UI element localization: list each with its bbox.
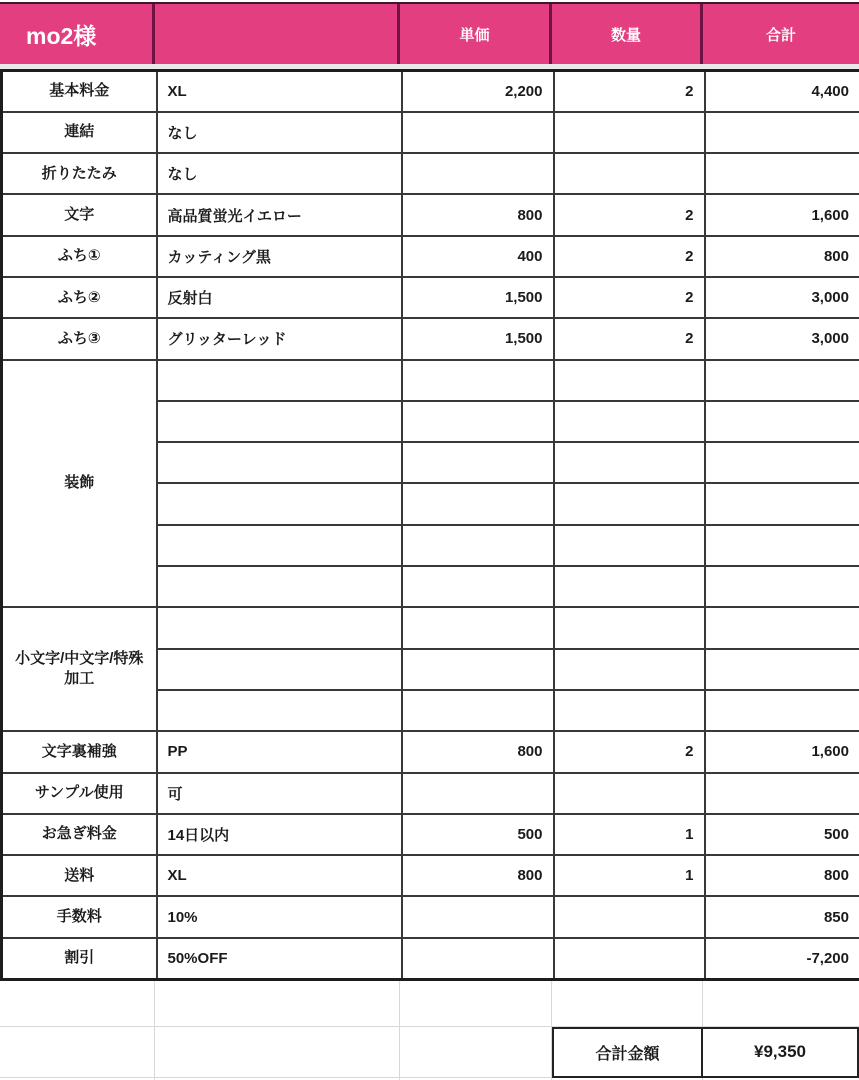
row-total-cell: 800 [705, 855, 859, 896]
row-total-cell [705, 360, 859, 401]
row-total-cell [705, 566, 859, 607]
table-row [2, 814, 859, 855]
row-option-cell [157, 607, 402, 648]
grand-total-value: ¥9,350 [703, 1027, 859, 1078]
empty-grid-row [0, 981, 859, 1027]
row-total-cell [705, 112, 859, 153]
row-option-cell: カッティング黒 [157, 236, 402, 277]
row-unit-price-cell [402, 607, 554, 648]
grid-cell [400, 1027, 552, 1078]
row-option-cell [157, 401, 402, 442]
row-qty-cell: 2 [554, 318, 705, 359]
grid-cell [0, 1027, 155, 1078]
row-qty-cell: 2 [554, 194, 705, 235]
row-label: 手数料 [2, 896, 157, 937]
row-label: サンプル使用 [2, 773, 157, 814]
row-unit-price-cell: 800 [402, 855, 554, 896]
row-label: 割引 [2, 938, 157, 979]
row-label: ふち③ [2, 318, 157, 359]
row-option-cell [157, 483, 402, 524]
row-option-cell [157, 566, 402, 607]
row-label: 文字 [2, 194, 157, 235]
row-unit-price-cell [402, 401, 554, 442]
row-qty-cell [554, 442, 705, 483]
row-unit-price-cell [402, 112, 554, 153]
row-option-cell [157, 525, 402, 566]
row-total-cell [705, 401, 859, 442]
row-unit-price-cell [402, 773, 554, 814]
row-option-cell: グリッターレッド [157, 318, 402, 359]
row-total-cell [705, 773, 859, 814]
grand-total-label: 合計金額 [552, 1027, 703, 1078]
header-unit-price-column: 単価 [400, 4, 552, 64]
grid-cell [155, 981, 400, 1026]
row-unit-price-cell: 800 [402, 731, 554, 772]
row-label: 折りたたみ [2, 153, 157, 194]
row-qty-cell [554, 153, 705, 194]
row-qty-cell [554, 566, 705, 607]
table-row [2, 896, 859, 937]
row-unit-price-cell [402, 153, 554, 194]
row-unit-price-cell [402, 360, 554, 401]
row-qty-cell [554, 773, 705, 814]
row-unit-price-cell [402, 566, 554, 607]
row-option-cell: 50%OFF [157, 938, 402, 979]
row-total-cell: 3,000 [705, 318, 859, 359]
row-total-cell [705, 153, 859, 194]
grid-cell [155, 1027, 400, 1078]
row-unit-price-cell [402, 483, 554, 524]
row-option-cell: なし [157, 153, 402, 194]
table-row [2, 318, 859, 359]
table-row [2, 112, 859, 153]
row-label: 連結 [2, 112, 157, 153]
row-option-cell [157, 442, 402, 483]
row-total-cell [705, 607, 859, 648]
table-header-row [0, 2, 859, 64]
row-label: お急ぎ料金 [2, 814, 157, 855]
row-qty-cell: 2 [554, 71, 705, 112]
table-row [2, 607, 859, 648]
row-qty-cell: 1 [554, 814, 705, 855]
grand-total-row [0, 1027, 859, 1078]
row-label: ふち① [2, 236, 157, 277]
row-label: 送料 [2, 855, 157, 896]
table-row [2, 153, 859, 194]
row-qty-cell [554, 112, 705, 153]
row-option-cell: 可 [157, 773, 402, 814]
grid-cell [703, 981, 859, 1026]
row-total-cell [705, 690, 859, 731]
row-total-cell: 3,000 [705, 277, 859, 318]
table-row [2, 71, 859, 112]
row-label: ふち② [2, 277, 157, 318]
row-qty-cell [554, 525, 705, 566]
row-total-cell: 1,600 [705, 194, 859, 235]
row-qty-cell: 2 [554, 731, 705, 772]
row-total-cell [705, 442, 859, 483]
row-option-cell: XL [157, 71, 402, 112]
row-option-cell: なし [157, 112, 402, 153]
table-row [2, 360, 859, 401]
row-total-cell: 850 [705, 896, 859, 937]
row-qty-cell [554, 483, 705, 524]
row-unit-price-cell [402, 690, 554, 731]
row-qty-cell [554, 401, 705, 442]
row-unit-price-cell: 800 [402, 194, 554, 235]
row-qty-cell [554, 649, 705, 690]
row-qty-cell [554, 938, 705, 979]
row-unit-price-cell: 400 [402, 236, 554, 277]
row-unit-price-cell: 500 [402, 814, 554, 855]
row-label: 装飾 [2, 360, 157, 608]
row-unit-price-cell: 1,500 [402, 318, 554, 359]
row-total-cell [705, 483, 859, 524]
row-unit-price-cell [402, 442, 554, 483]
grid-cell [0, 981, 155, 1026]
row-total-cell: 500 [705, 814, 859, 855]
table-row [2, 731, 859, 772]
row-qty-cell: 2 [554, 236, 705, 277]
row-label: 小文字/中文字/特殊加工 [2, 607, 157, 731]
quote-table [0, 69, 859, 981]
header-total-column: 合計 [765, 26, 796, 44]
row-qty-cell [554, 607, 705, 648]
row-option-cell [157, 690, 402, 731]
row-unit-price-cell: 2,200 [402, 71, 554, 112]
table-row [2, 194, 859, 235]
row-total-cell [705, 649, 859, 690]
row-total-cell: 4,400 [705, 71, 859, 112]
row-option-cell: PP [157, 731, 402, 772]
row-option-cell: 反射白 [157, 277, 402, 318]
row-label: 基本料金 [2, 71, 157, 112]
row-total-cell: -7,200 [705, 938, 859, 979]
grid-cell [552, 981, 703, 1026]
table-row [2, 938, 859, 979]
customer-name: mo2様 [0, 4, 155, 64]
table-row [2, 236, 859, 277]
row-unit-price-cell: 1,500 [402, 277, 554, 318]
row-option-cell [157, 360, 402, 401]
header-item-column [155, 4, 400, 64]
row-total-cell: 800 [705, 236, 859, 277]
grid-cell [400, 981, 552, 1026]
row-unit-price-cell [402, 649, 554, 690]
row-option-cell: XL [157, 855, 402, 896]
row-unit-price-cell [402, 525, 554, 566]
row-qty-cell [554, 896, 705, 937]
row-unit-price-cell [402, 938, 554, 979]
row-qty-cell [554, 360, 705, 401]
row-option-cell: 14日以内 [157, 814, 402, 855]
row-label: 文字裏補強 [2, 731, 157, 772]
row-option-cell [157, 649, 402, 690]
table-row [2, 277, 859, 318]
table-row [2, 855, 859, 896]
row-total-cell: 1,600 [705, 731, 859, 772]
row-unit-price-cell [402, 896, 554, 937]
row-qty-cell: 2 [554, 277, 705, 318]
row-qty-cell [554, 690, 705, 731]
row-option-cell: 高品質蛍光イエロー [157, 194, 402, 235]
row-option-cell: 10% [157, 896, 402, 937]
table-row [2, 773, 859, 814]
row-qty-cell: 1 [554, 855, 705, 896]
header-quantity-column: 数量 [552, 4, 703, 64]
row-total-cell [705, 525, 859, 566]
